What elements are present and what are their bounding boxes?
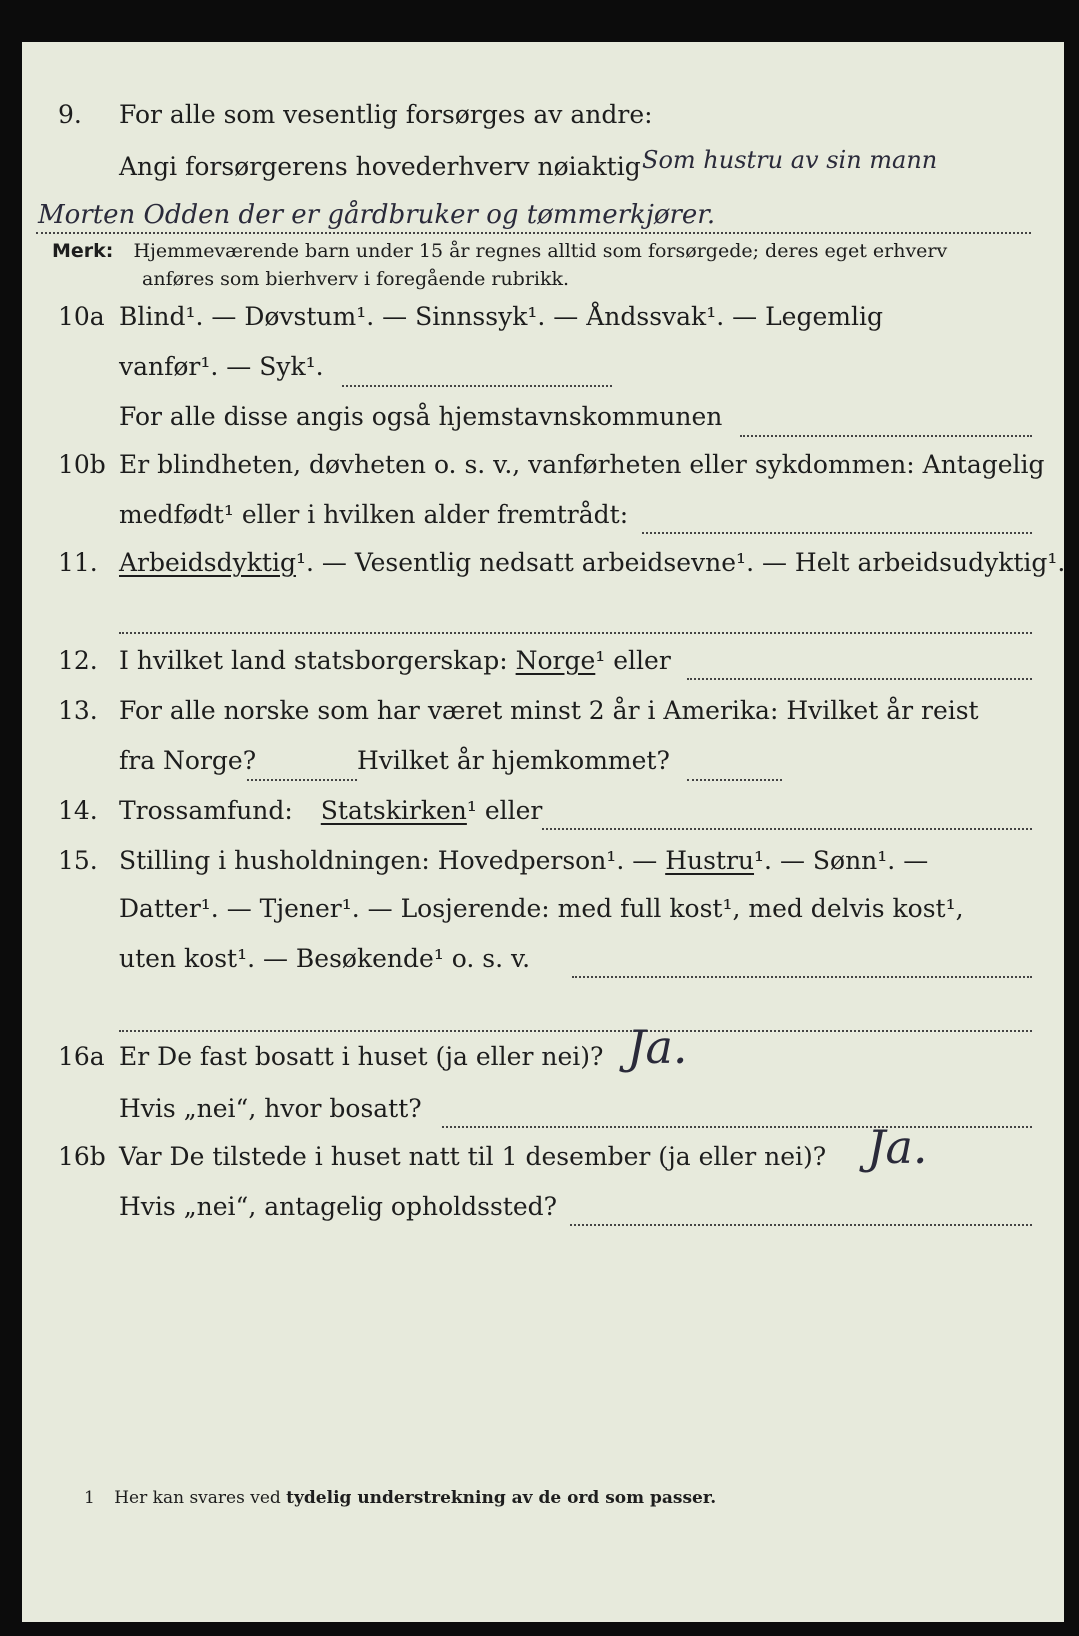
q13-number: 13. <box>58 696 98 725</box>
q15-text-1a: Stilling i husholdningen: Hovedperson¹. — <box>119 846 658 875</box>
merk-label: Merk: <box>52 240 114 262</box>
q14-question: Trossamfund: <box>119 796 293 825</box>
q15-text-3: uten kost¹. — Besøkende¹ o. s. v. <box>119 944 531 973</box>
q9-instruction: Angi forsørgerens hovederhverv nøiaktig <box>119 152 641 181</box>
q9-answer-line <box>36 232 1031 234</box>
q16b-handwritten-answer: Ja. <box>867 1120 928 1174</box>
footnote-text-bold: tydelig understrekning av de ord som passer. <box>286 1488 717 1508</box>
q14-text <box>119 796 542 825</box>
q9-handwritten-answer-1: Som hustru av sin mann <box>642 146 938 174</box>
q14-number: 14. <box>58 796 98 825</box>
q14-post: ¹ eller <box>466 796 543 825</box>
census-form-page <box>22 42 1064 1622</box>
q13-text-2a: fra Norge? <box>119 746 257 775</box>
q16a-number: 16a <box>58 1042 105 1071</box>
q13-text-2b: Hvilket år hjemkommet? <box>357 746 670 775</box>
q16b-answer-line <box>570 1224 1032 1226</box>
q9-question: For alle som vesentlig forsørges av andre: <box>119 100 653 129</box>
q14-underlined-option: Statskirken <box>320 796 467 825</box>
merk-text-1: Hjemmeværende barn under 15 år regnes alltid som forsørgede; deres eget erhverv <box>133 240 948 262</box>
footnote <box>84 1488 716 1508</box>
q10a-text-1: Blind¹. — Døvstum¹. — Sinnssyk¹. — Åndssvak¹. — Legemlig <box>119 302 883 331</box>
q14-answer-line <box>542 828 1032 830</box>
q9-number: 9. <box>58 100 82 129</box>
q16b-number: 16b <box>58 1142 106 1171</box>
q10b-number: 10b <box>58 450 106 479</box>
q10a-text-3: For alle disse angis også hjemstavnskommunen <box>119 402 723 431</box>
q10b-text-1: Er blindheten, døvheten o. s. v., vanførheten eller sykdommen: Antagelig <box>119 450 1045 479</box>
q12-text <box>119 646 671 675</box>
merk-row-1 <box>52 240 947 262</box>
q15-extra-answer-line <box>119 1030 1032 1032</box>
q16a-text-2: Hvis „nei“, hvor bosatt? <box>119 1094 422 1123</box>
q16b-text-1: Var De tilstede i huset natt til 1 desember (ja eller nei)? <box>119 1142 827 1171</box>
q16b-text-2: Hvis „nei“, antagelig opholdssted? <box>119 1192 558 1221</box>
q10b-answer-line <box>642 532 1032 534</box>
q11-number: 11. <box>58 548 98 577</box>
q10b-text-2: medfødt¹ eller i hvilken alder fremtrådt: <box>119 500 629 529</box>
q10a-number: 10a <box>58 302 105 331</box>
footnote-mark: 1 <box>84 1488 95 1508</box>
q10a-text-2: vanfør¹. — Syk¹. <box>119 352 324 381</box>
q12-answer-line <box>687 678 1032 680</box>
q16a-text-1: Er De fast bosatt i huset (ja eller nei)? <box>119 1042 604 1071</box>
footnote-text-plain: Her kan svares ved <box>114 1488 281 1508</box>
q9-handwritten-answer-2: Morten Odden der er gårdbruker og tømmerkjører. <box>38 200 716 230</box>
merk-row-2 <box>142 268 569 290</box>
q15-text-1b: ¹. — Sønn¹. — <box>754 846 929 875</box>
q16a-answer-line <box>442 1126 1032 1128</box>
q13-reist-answer-line <box>247 779 357 781</box>
q12-underlined-option: Norge <box>515 646 596 675</box>
q10a-syk-answer-line <box>342 385 612 387</box>
q11-rest: ¹. — Vesentlig nedsatt arbeidsevne¹. — Helt arbeidsudyktig¹. <box>295 548 1066 577</box>
q15-text-2: Datter¹. — Tjener¹. — Losjerende: med full kost¹, med delvis kost¹, <box>119 894 964 923</box>
q11-text <box>119 548 1065 577</box>
q15-number: 15. <box>58 846 98 875</box>
q12-post: ¹ eller <box>595 646 671 675</box>
merk-text-2: anføres som bierhverv i foregående rubrikk. <box>142 268 570 290</box>
q15-answer-line <box>572 976 1032 978</box>
q12-question: I hvilket land statsborgerskap: <box>119 646 508 675</box>
q15-text-1 <box>119 846 928 875</box>
q10a-hjemstavn-answer-line <box>740 435 1032 437</box>
q15-underlined-option: Hustru <box>665 846 755 875</box>
q16a-handwritten-answer: Ja. <box>627 1020 688 1074</box>
q11-underlined-option: Arbeidsdyktig <box>119 548 296 577</box>
q13-hjemkommet-answer-line <box>687 779 782 781</box>
q11-answer-line <box>119 632 1032 634</box>
q12-number: 12. <box>58 646 98 675</box>
q13-text-1: For alle norske som har været minst 2 år i Amerika: Hvilket år reist <box>119 696 979 725</box>
